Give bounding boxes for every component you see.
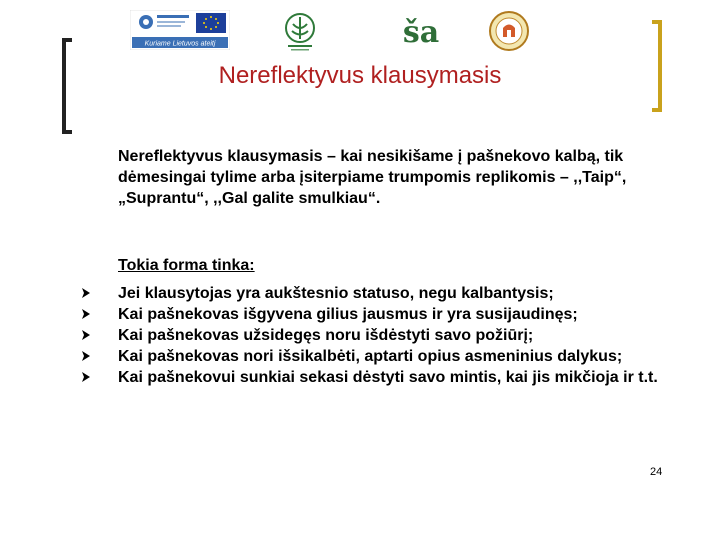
esf-caption: Kuriame Lietuvos ateitį	[144, 40, 216, 48]
bullet-text: Kai pašnekovas išgyvena gilius jausmus ir yra susijaudinęs;	[118, 306, 578, 323]
list-item	[80, 346, 660, 367]
arrow-bullet-icon	[80, 371, 92, 383]
bullet-text: Jei klausytojas yra aukštesnio statuso, negu kalbantysis;	[118, 285, 554, 302]
sa-mark: ša	[402, 15, 440, 50]
decorative-right-bracket	[652, 20, 662, 112]
list-item	[80, 304, 660, 325]
logo-bar	[130, 8, 550, 54]
subheading: Tokia forma tinka:	[118, 257, 255, 274]
bullet-text: Kai pašnekovas užsidegęs noru išdėstyti savo požiūrį;	[118, 327, 534, 344]
list-item	[80, 367, 660, 388]
bullet-text: Kai pašnekovas nori išsikalbėti, aptarti opius asmeninius dalykus;	[118, 348, 623, 365]
bullet-list	[80, 283, 660, 388]
green-emblem-logo	[282, 12, 318, 52]
sa-logo	[400, 8, 442, 52]
esf-logo	[130, 10, 230, 50]
bullet-text: Kai pašnekovui sunkiai sekasi dėstyti savo mintis, kai jis mikčioja ir t.t.	[118, 369, 658, 386]
page-number: 24	[650, 466, 663, 478]
arrow-bullet-icon	[80, 350, 92, 362]
arrow-bullet-icon	[80, 287, 92, 299]
slide-title: Nereflektyvus klausymasis	[218, 62, 502, 89]
intro-paragraph: Nereflektyvus klausymasis – kai nesikišame į pašnekovo kalbą, tik dėmesingai tylime arba įsiterpiame trumpomis replikomis – ,,Taip“, „Suprantu“, ,,Gal galite smulkiau“.	[118, 148, 627, 207]
seal-logo	[488, 10, 530, 52]
list-item	[80, 325, 660, 346]
decorative-left-bracket	[62, 38, 72, 134]
list-item	[80, 283, 660, 304]
arrow-bullet-icon	[80, 329, 92, 341]
arrow-bullet-icon	[80, 308, 92, 320]
